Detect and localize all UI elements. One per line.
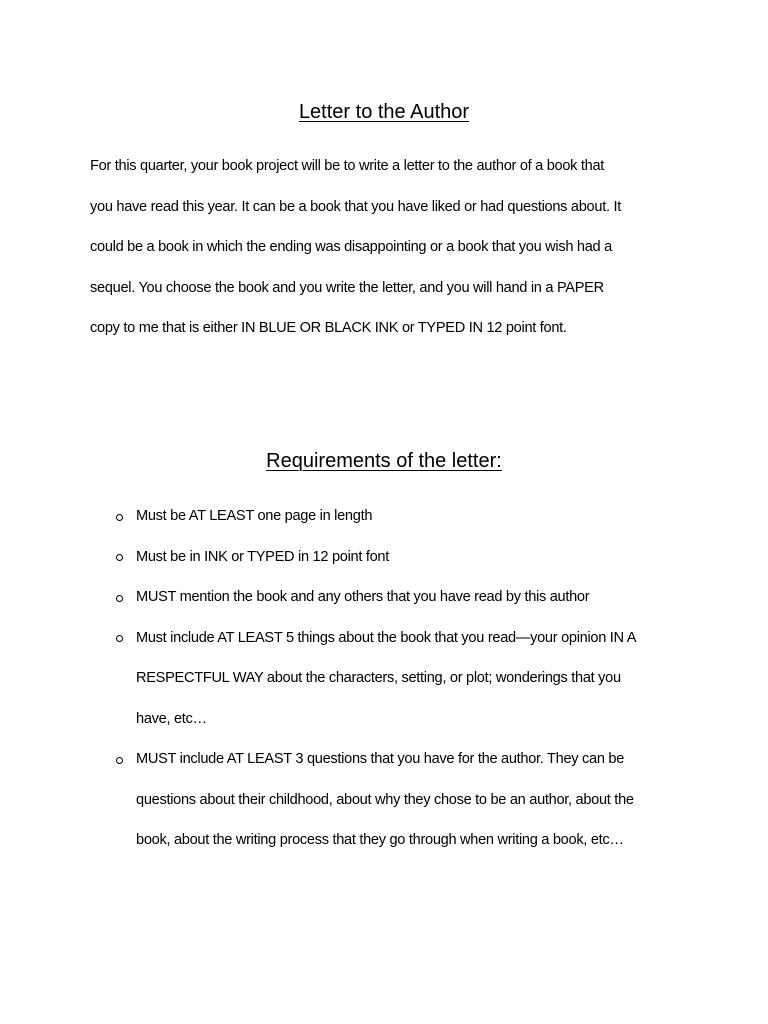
hollow-circle-bullet-icon <box>114 537 124 578</box>
requirement-line: book, about the writing process that they go through when writing a book, etc… <box>136 832 624 848</box>
requirements-heading <box>0 447 768 475</box>
requirement-item <box>0 577 696 618</box>
intro-line: copy to me that is either IN BLUE OR BLACK INK or TYPED IN 12 point font. <box>90 320 567 336</box>
intro-paragraph <box>90 146 690 349</box>
intro-line: you have read this year. It can be a book that you have liked or had questions about. It <box>90 198 621 215</box>
requirement-line: have, etc… <box>136 710 207 727</box>
requirement-line: questions about their childhood, about why they chose to be an author, about the <box>136 791 634 808</box>
requirement-line: MUST include AT LEAST 3 questions that you have for the author. They can be <box>136 751 625 767</box>
page-title <box>0 98 768 126</box>
requirement-item <box>0 496 696 537</box>
intro-line: For this quarter, your book project will be to write a letter to the author of a book that <box>90 158 605 174</box>
requirement-line: MUST mention the book and any others that you have read by this author <box>136 589 590 605</box>
hollow-circle-bullet-icon <box>114 618 124 659</box>
page-title-text: Letter to the Author <box>298 101 470 123</box>
hollow-circle-bullet-icon <box>114 739 124 780</box>
requirement-item <box>0 739 696 861</box>
requirements-heading-text: Requirements of the letter: <box>266 450 502 472</box>
requirement-line: Must be AT LEAST one page in length <box>136 508 373 524</box>
requirement-item <box>0 618 696 740</box>
requirements-list <box>0 496 768 861</box>
requirement-item <box>0 537 696 578</box>
intro-line: sequel. You choose the book and you write the letter, and you will hand in a PAPER <box>90 279 604 296</box>
requirement-line: RESPECTFUL WAY about the characters, setting, or plot; wonderings that you <box>136 670 621 686</box>
hollow-circle-bullet-icon <box>114 496 124 537</box>
intro-line: could be a book in which the ending was disappointing or a book that you wish had a <box>90 239 612 255</box>
requirement-line: Must include AT LEAST 5 things about the book that you read—your opinion IN A <box>136 629 637 646</box>
hollow-circle-bullet-icon <box>114 577 124 618</box>
requirement-line: Must be in INK or TYPED in 12 point font <box>136 548 389 565</box>
